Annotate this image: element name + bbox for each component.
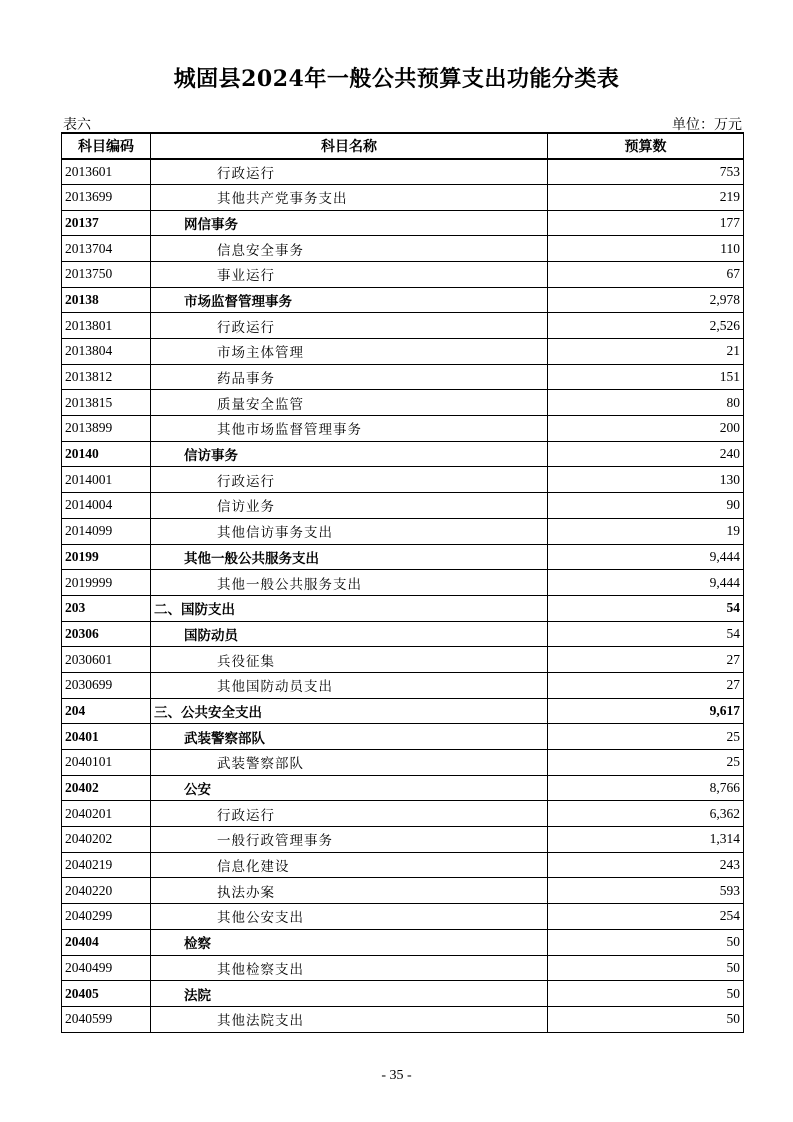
cell-code: 2014004 [62,493,151,519]
table-row [62,236,744,262]
cell-amount: 240 [548,441,744,467]
table-row [62,621,744,647]
cell-amount: 2,978 [548,287,744,313]
cell-code: 20402 [62,775,151,801]
table-row [62,313,744,339]
cell-amount: 19 [548,518,744,544]
cell-code: 2040202 [62,827,151,853]
cell-code: 20401 [62,724,151,750]
cell-code: 20140 [62,441,151,467]
cell-amount: 9,444 [548,544,744,570]
cell-name: 国防动员 [151,621,548,647]
cell-amount: 110 [548,236,744,262]
cell-amount: 50 [548,955,744,981]
table-row [62,390,744,416]
cell-amount: 54 [548,595,744,621]
cell-code: 2013801 [62,313,151,339]
cell-name: 信息安全事务 [151,236,548,262]
table-row [62,441,744,467]
table-row [62,801,744,827]
cell-name: 药品事务 [151,364,548,390]
cell-name: 其他法院支出 [151,1006,548,1032]
cell-name: 其他信访事务支出 [151,518,548,544]
cell-code: 2013601 [62,159,151,185]
page-title: 城固县2024年一般公共预算支出功能分类表 [173,66,620,92]
cell-amount: 2,526 [548,313,744,339]
cell-name: 武装警察部队 [151,750,548,776]
cell-amount: 200 [548,416,744,442]
cell-amount: 54 [548,621,744,647]
cell-name: 事业运行 [151,261,548,287]
cell-amount: 25 [548,750,744,776]
cell-name: 信访业务 [151,493,548,519]
cell-code: 2013704 [62,236,151,262]
cell-amount: 27 [548,647,744,673]
cell-code: 20138 [62,287,151,313]
cell-code: 2013699 [62,184,151,210]
table-row [62,878,744,904]
cell-name: 二、国防支出 [151,595,548,621]
cell-name: 其他一般公共服务支出 [151,570,548,596]
header-name: 科目名称 [151,133,548,159]
cell-code: 2040220 [62,878,151,904]
cell-code: 2040599 [62,1006,151,1032]
table-header-row [62,133,744,159]
table-row [62,339,744,365]
cell-code: 2030601 [62,647,151,673]
cell-amount: 130 [548,467,744,493]
cell-code: 203 [62,595,151,621]
cell-amount: 593 [548,878,744,904]
cell-name: 其他检察支出 [151,955,548,981]
table-row [62,647,744,673]
cell-code: 20137 [62,210,151,236]
cell-amount: 50 [548,929,744,955]
cell-code: 2019999 [62,570,151,596]
table-row [62,493,744,519]
cell-name: 武装警察部队 [151,724,548,750]
cell-name: 公安 [151,775,548,801]
cell-amount: 219 [548,184,744,210]
cell-name: 其他公安支出 [151,904,548,930]
cell-amount: 50 [548,981,744,1007]
cell-amount: 753 [548,159,744,185]
budget-table [61,132,744,1033]
cell-amount: 27 [548,672,744,698]
cell-code: 204 [62,698,151,724]
cell-amount: 9,444 [548,570,744,596]
table-row [62,775,744,801]
table-meta [61,114,742,132]
cell-code: 20199 [62,544,151,570]
cell-amount: 25 [548,724,744,750]
unit-label: 单位：万元 [672,117,742,133]
table-row [62,210,744,236]
table-body [62,159,744,1032]
cell-code: 2030699 [62,672,151,698]
cell-amount: 80 [548,390,744,416]
cell-code: 2013750 [62,261,151,287]
cell-name: 其他市场监督管理事务 [151,416,548,442]
cell-amount: 177 [548,210,744,236]
cell-code: 20404 [62,929,151,955]
cell-name: 行政运行 [151,801,548,827]
cell-amount: 50 [548,1006,744,1032]
cell-code: 2013804 [62,339,151,365]
cell-name: 其他共产党事务支出 [151,184,548,210]
table-row [62,929,744,955]
header-amount: 预算数 [548,133,744,159]
table-row [62,159,744,185]
cell-name: 市场监督管理事务 [151,287,548,313]
table-row [62,827,744,853]
table-row [62,698,744,724]
cell-name: 行政运行 [151,159,548,185]
cell-code: 2014001 [62,467,151,493]
cell-amount: 90 [548,493,744,519]
table-label: 表六 [63,117,91,133]
cell-code: 2040101 [62,750,151,776]
table-row [62,364,744,390]
cell-name: 信访事务 [151,441,548,467]
cell-name: 三、公共安全支出 [151,698,548,724]
cell-name: 其他一般公共服务支出 [151,544,548,570]
cell-code: 2040299 [62,904,151,930]
cell-name: 检察 [151,929,548,955]
table-row [62,672,744,698]
header-code: 科目编码 [62,133,151,159]
table-row [62,416,744,442]
cell-amount: 6,362 [548,801,744,827]
cell-code: 20306 [62,621,151,647]
cell-name: 法院 [151,981,548,1007]
cell-name: 网信事务 [151,210,548,236]
table-row [62,467,744,493]
cell-name: 一般行政管理事务 [151,827,548,853]
table-row [62,287,744,313]
cell-code: 20405 [62,981,151,1007]
cell-amount: 151 [548,364,744,390]
table-row [62,955,744,981]
cell-amount: 8,766 [548,775,744,801]
cell-amount: 254 [548,904,744,930]
cell-amount: 1,314 [548,827,744,853]
table-row [62,981,744,1007]
page-number: - 35 - [381,1068,412,1083]
cell-amount: 67 [548,261,744,287]
cell-amount: 9,617 [548,698,744,724]
cell-code: 2040499 [62,955,151,981]
table-row [62,852,744,878]
cell-name: 其他国防动员支出 [151,672,548,698]
cell-code: 2013815 [62,390,151,416]
table-row [62,1006,744,1032]
cell-name: 信息化建设 [151,852,548,878]
cell-name: 质量安全监管 [151,390,548,416]
cell-name: 执法办案 [151,878,548,904]
cell-name: 行政运行 [151,313,548,339]
cell-name: 兵役征集 [151,647,548,673]
cell-amount: 243 [548,852,744,878]
cell-name: 市场主体管理 [151,339,548,365]
table-row [62,261,744,287]
cell-code: 2040219 [62,852,151,878]
table-row [62,724,744,750]
cell-code: 2013899 [62,416,151,442]
table-row [62,904,744,930]
table-row [62,595,744,621]
table-row [62,544,744,570]
table-row [62,184,744,210]
cell-code: 2040201 [62,801,151,827]
cell-name: 行政运行 [151,467,548,493]
cell-code: 2014099 [62,518,151,544]
table-row [62,518,744,544]
cell-amount: 21 [548,339,744,365]
table-row [62,570,744,596]
cell-code: 2013812 [62,364,151,390]
table-row [62,750,744,776]
